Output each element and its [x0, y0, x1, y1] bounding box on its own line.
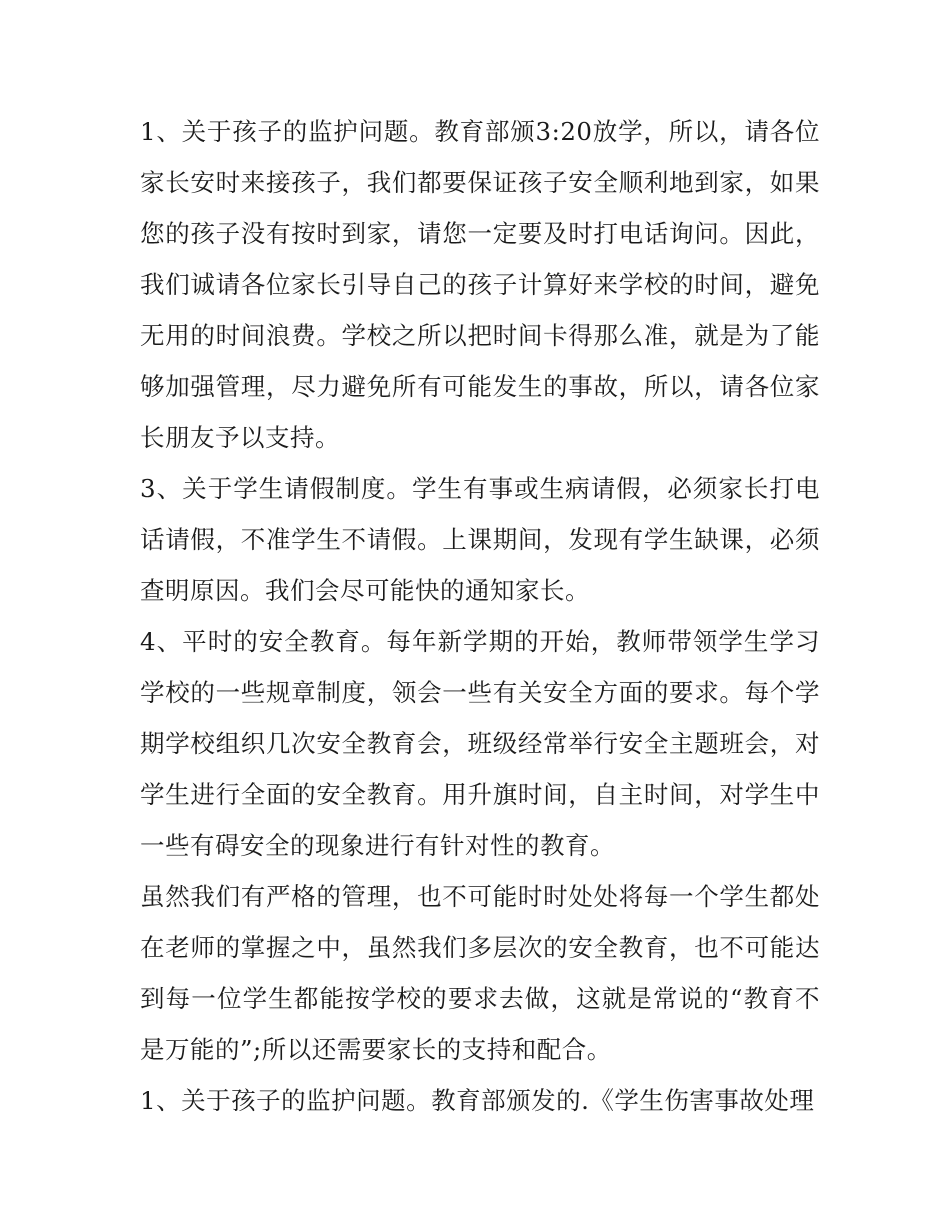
paragraph-supervision-repeat: 1、关于孩子的监护问题。教育部颁发的.《学生伤害事故处理 [140, 1086, 815, 1115]
paragraph-supervision: 1、关于孩子的监护问题。教育部颁3:20放学，所以，请各位家长安时来接孩子，我们都要保证孩子安全顺利地到家，如果您的孩子没有按时到家，请您一定要及时打电话询问。因此，我们诚请各位家长引导自己的孩子计算好来学校的时间，避免无用的时间浪费。学校之所以把时间卡得那么准，就是为了能够加强管理，尽力避免所有可能发生的事故，所以，请各位家长朋友予以支持。 [140, 117, 820, 452]
paragraph-leave-policy: 3、关于学生请假制度。学生有事或生病请假，必须家长打电话请假，不准学生不请假。上课期间，发现有学生缺课，必须查明原因。我们会尽可能快的通知家长。 [140, 474, 820, 605]
paragraph-parent-support: 虽然我们有严格的管理，也不可能时时处处将每一个学生都处在老师的掌握之中，虽然我们多层次的安全教育，也不可能达到每一位学生都能按学校的要求去做，这就是常说的“教育不是万能的”;所以还需要家长的支持和配合。 [140, 882, 820, 1064]
document-body [140, 106, 820, 1126]
paragraph-safety-education: 4、平时的安全教育。每年新学期的开始，教师带领学生学习学校的一些规章制度，领会一些有关安全方面的要求。每个学期学校组织几次安全教育会，班级经常举行安全主题班会，对学生进行全面的安全教育。用升旗时间，自主时间，对学生中一些有碍安全的现象进行有针对性的教育。 [140, 627, 820, 860]
